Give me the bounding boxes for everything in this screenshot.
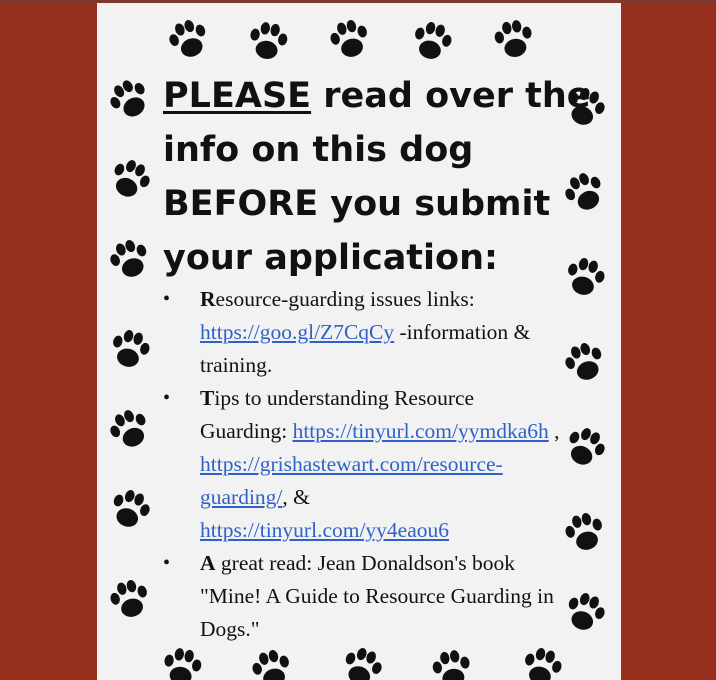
heading-text: read over the info on this dog BEFORE you submit your application: (163, 76, 591, 278)
link-goo-gl[interactable]: https://goo.gl/Z7CqCy (200, 320, 395, 344)
paw-print-icon (401, 11, 462, 72)
link-tinyurl-2[interactable]: https://tinyurl.com/yy4eaou6 (200, 518, 450, 542)
paw-print-icon (97, 66, 164, 134)
bullet-lead: T (200, 386, 215, 410)
paw-print-icon (157, 8, 221, 72)
paw-print-icon (98, 478, 162, 542)
paw-print-icon (97, 397, 163, 463)
bullet-text: ips to understanding Resource Guarding: (200, 386, 475, 443)
paw-print-icon (99, 319, 160, 380)
paw-print-icon (239, 13, 297, 71)
link-grishastewart[interactable]: https://grishastewart.com/resource-guarding/ (200, 452, 503, 509)
bullet-lead: R (200, 287, 216, 311)
list-item-book (163, 547, 563, 646)
info-list (163, 283, 563, 646)
flyer-heading (163, 69, 603, 285)
paw-print-icon (485, 11, 543, 69)
paw-print-icon (98, 228, 162, 292)
list-item-tips (163, 382, 563, 547)
link-tinyurl-1[interactable]: https://tinyurl.com/yymdka6h (292, 419, 549, 443)
bullet-lead: A (200, 551, 216, 575)
heading-emphasis: PLEASE (163, 76, 312, 116)
paw-print-icon (97, 147, 163, 213)
paw-print-icon (554, 502, 615, 563)
list-item-resource-guarding (163, 283, 563, 382)
bullet-suffix: -information & training. (200, 320, 531, 377)
link-separator: , (548, 419, 560, 443)
paw-print-icon (99, 569, 160, 630)
link-separator: , & (282, 485, 310, 509)
paw-print-icon (423, 641, 481, 680)
bullet-text: esource-guarding issues links: (215, 287, 475, 311)
bullet-text: great read: Jean Donaldson's book "Mine! A Guide to Resource Guarding in Dogs." (200, 551, 554, 641)
paw-print-icon (319, 9, 380, 70)
flyer-card (97, 3, 621, 680)
